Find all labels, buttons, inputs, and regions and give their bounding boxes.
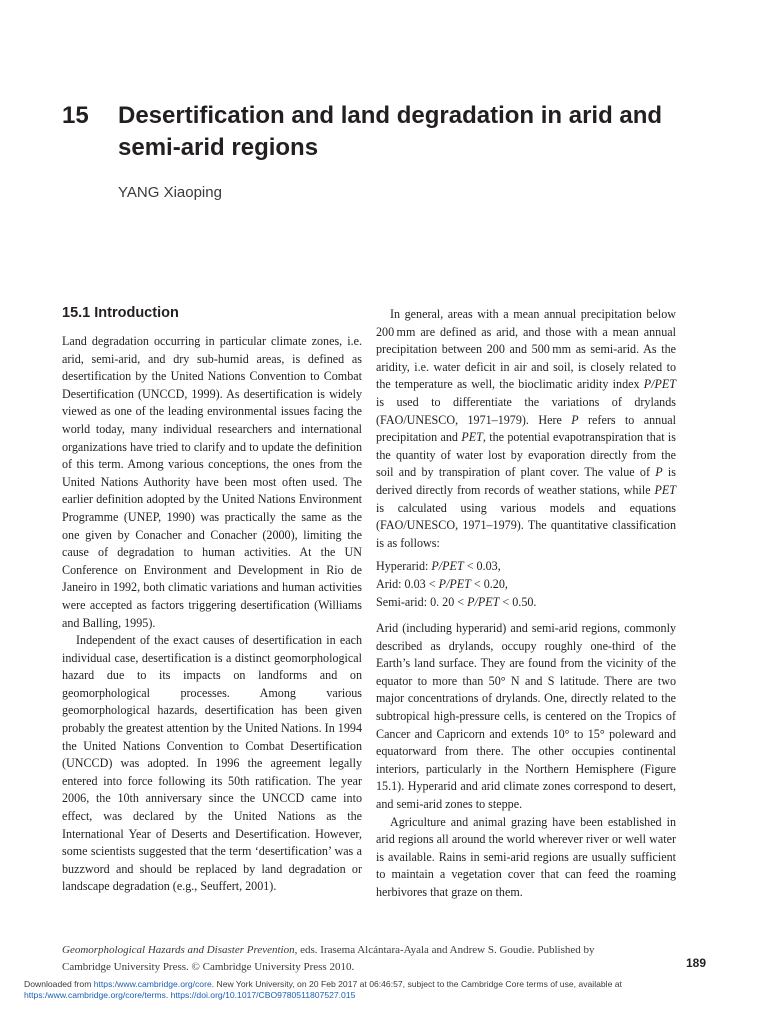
citation-text: , eds. Irasema Alcántara-Ayala and Andrew S. Goudie. Published by Cambridge University Press. © Cambridge University Press 2010. (62, 944, 595, 973)
cambridge-core-link[interactable]: https:/www.cambridge.org/core (93, 979, 212, 989)
chapter-title: Desertification and land degradation in arid and semi-arid regions (118, 102, 663, 161)
classification-semi-arid: Semi-arid: 0. 20 < P/PET < 0.50. (376, 594, 537, 609)
classification-hyperarid: Hyperarid: P/PET < 0.03, (376, 559, 501, 574)
page-number: 189 (686, 956, 707, 970)
book-title: Geomorphological Hazards and Disaster Prevention (62, 944, 295, 956)
right-column (376, 306, 676, 902)
download-notice: Downloaded from https:/www.cambridge.org/core. New York University, on 20 Feb 2017 at 06:46:57, subject to the Cambridge Core terms of use, available at https:/www.cambridge.org/core/terms. https://doi.org/10.1017/CBO9780511807527.015 (24, 979, 622, 1000)
paragraph: Independent of the exact causes of desertification in each individual case, desertification is a distinct geomorphological hazard due to its impacts on landforms and on geomorphological processes. Among various geomorphological hazards, desertification has been given probably the greatest attention by the United Nations. In 1994 the United Nations Convention to Combat Desertification (UNCCD) was adopted. In 1996 the agreement legally entered into force following its 50th ratification. The year 2006, the 10th anniversary since the UNCCD came into effect, was declared by the United Nations as the International Year of Deserts and Desertification. However, some scientists suggested that the term ‘desertification’ was a buzzword and should be replaced by land degradation or landscape degradation (e.g., Seuffert, 2001). (62, 633, 362, 894)
section-title: 15.1 Introduction (62, 305, 179, 321)
paragraph: In general, areas with a mean annual precipitation below 200 mm are defined as arid, and those with a mean annual precipitation between 200 and 500 mm as semi-arid. As the aridity, i.e. water deficit in air and soil, is closely related to the temperature as well, the bioclimatic aridity index P/PET is used to differentiate the variations of drylands (FAO/UNESCO, 1971–1979). Here P refers to annual precipitation and PET, the potential evapotranspiration that is the quantity of water lost by evaporation directly from the soil and by transpiration of plant cover. The value of P is derived directly from records of weather stations, while PET is calculated using various models and equations (FAO/UNESCO, 1971–1979). The quantitative classification is as follows: (376, 307, 677, 550)
paragraph: Arid (including hyperarid) and semi-arid regions, commonly described as drylands, occupy roughly one-third of the Earth’s land surface. They are found from the vicinity of the equator to more than 50° N and S latitude. There are two major concentrations of drylands. One, directly related to the subtropical high-pressure cells, is centered on the Tropics of Cancer and Capricorn and extends 10° to 15° poleward and equatorward from there. The other occupies continental interiors, particularly in the Northern Hemisphere (Figure 15.1). Hyperarid and arid climate zones correspond to desert, and semi-arid zones to steppe. (376, 621, 676, 812)
doi-link[interactable]: https://doi.org/10.1017/CBO9780511807527.015 (170, 990, 356, 1000)
classification-arid: Arid: 0.03 < P/PET < 0.20, (376, 576, 508, 591)
chapter-number: 15 (62, 102, 89, 129)
book-citation (62, 942, 642, 976)
author-name: YANG Xiaoping (118, 184, 222, 201)
paragraph: Land degradation occurring in particular climate zones, i.e. arid, semi-arid, and dry sub-humid areas, is defined as desertification by the United Nations Convention to Combat Desertification (UNCCD, 1999). As desertification is widely viewed as one of the leading environmental issues facing the world today, many individual researchers and international organizations have tried to clarify and to update the definition of this term. Among various conceptions, the ones from the United Nations Authority have been most often used. The earlier definition adopted by the United Nations Environment Programme (UNEP, 1990) was practically the same as the one given by Conacher and Conacher (2000), limiting the cause of degradation to human activities. At the UN Conference on Environment and Development in Rio de Janeiro in 1992, both climatic variations and human activities were accepted as factors triggering desertification (Williams and Balling, 1995). (62, 334, 362, 630)
terms-link[interactable]: https:/www.cambridge.org/core/terms (24, 990, 166, 1000)
paragraph: Agriculture and animal grazing have been established in arid regions all around the world wherever river or well water is available. Rains in semi-arid regions are usually sufficient to maintain a vegetation cover that can feed the roaming herbivores that graze on them. (376, 814, 676, 899)
left-column (62, 333, 362, 896)
